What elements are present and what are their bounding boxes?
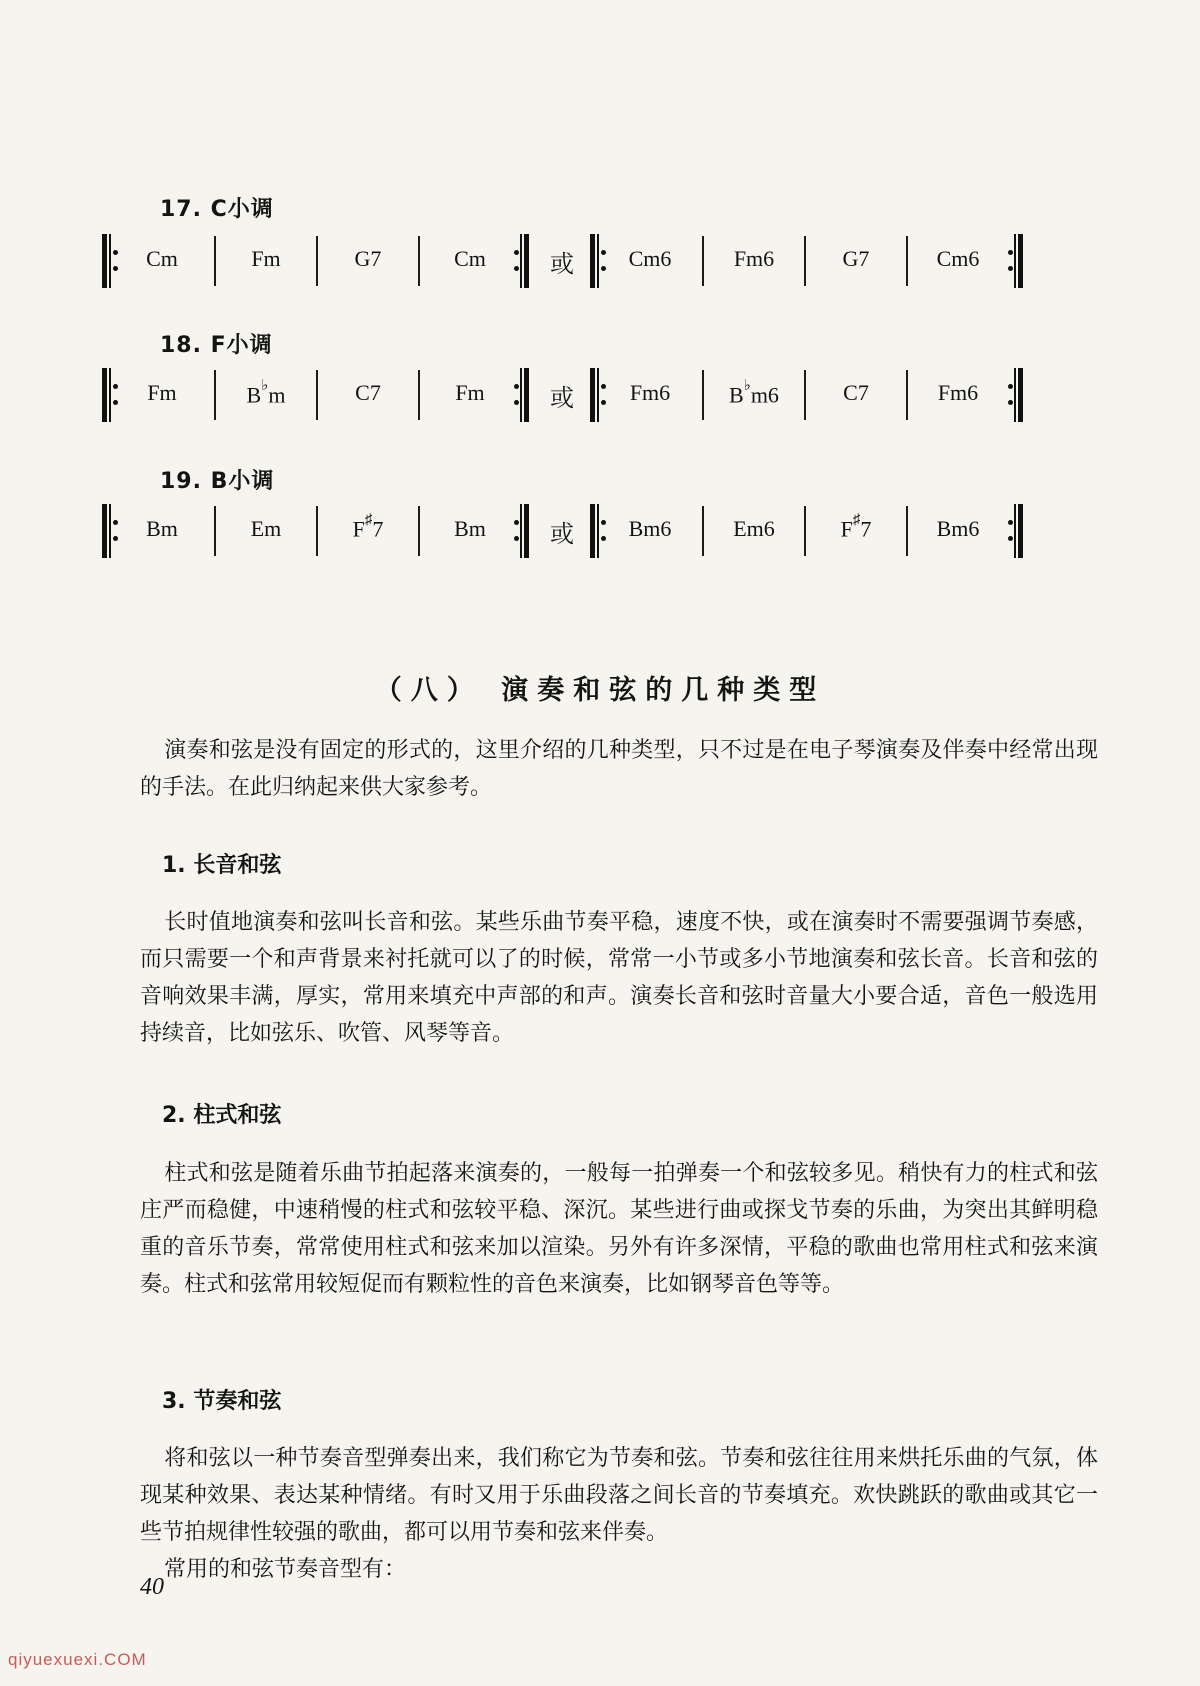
repeat-dot [1008,520,1013,525]
thin-barline [520,234,522,288]
page-number: 40 [140,1574,164,1600]
thick-barline [102,368,107,422]
thick-barline [590,234,595,288]
chord-label: C7 [843,380,869,405]
thin-barline [109,504,111,558]
chord-label: Cm6 [936,246,980,271]
chord-row [110,366,1120,426]
subsection-body [140,904,1098,1052]
repeat-dot [1008,266,1013,271]
section-heading: （八） 演奏和弦的几种类型 [374,675,826,706]
intro-paragraph [140,732,1098,806]
repeat-end-sign [1008,504,1024,558]
or-label: 或 [550,384,574,412]
body-extra-text: 常用的和弦节奏音型有： [164,1557,407,1582]
subsection-title: 2. 柱式和弦 [162,1103,282,1128]
chord-label: C7 [355,380,381,405]
thick-barline [1018,368,1023,422]
thin-barline [1014,368,1016,422]
chord-label: Bm [454,516,486,541]
chord-label: Em [250,516,282,541]
thick-barline [590,504,595,558]
body-text: 长时值地演奏和弦叫长音和弦。某些乐曲节奏平稳，速度不快，或在演奏时不需要强调节奏感，而只需要一个和声背景来衬托就可以了的时候，常常一小节或多小节地演奏和弦长音。长音和弦的音响效果丰满，厚实，常用来填充中声部的和声。演奏长音和弦时音量大小要合适，音色一般选用持续音，比如弦乐、吹管、风琴等音。 [140,910,1098,1046]
progression-title: 19. B小调 [160,469,275,494]
chord-label: B♭m6 [729,378,779,408]
body-text: 将和弦以一种节奏音型弹奏出来，我们称它为节奏和弦。节奏和弦往往用来烘托乐曲的气氛，体现某种效果、表达某种情绪。有时又用于乐曲段落之间长音的节奏填充。欢快跳跃的歌曲或其它一些节拍规律性较强的歌曲，都可以用节奏和弦来伴奏。 [140,1446,1098,1545]
thin-barline [520,504,522,558]
repeat-dot [1008,536,1013,541]
thick-barline [1018,234,1023,288]
subsection-body [140,1155,1098,1303]
chord-label: Fm6 [733,246,775,271]
intro-text: 演奏和弦是没有固定的形式的，这里介绍的几种类型，只不过是在电子琴演奏及伴奏中经常出现的手法。在此归纳起来供大家参考。 [140,738,1098,800]
repeat-end-sign [514,504,530,558]
chord-label: Em6 [733,516,775,541]
thin-barline [1014,504,1016,558]
repeat-end-sign [1008,234,1024,288]
chord-label: Cm [146,246,178,271]
repeat-dot [514,536,519,541]
chord-row [110,502,1120,562]
subsection-title: 3. 节奏和弦 [162,1389,282,1414]
sharp-sign: ♯ [364,512,373,528]
thick-barline [524,234,529,288]
chord-label: F♯7 [352,512,384,542]
chord-label: G7 [842,246,870,271]
body-text: 柱式和弦是随着乐曲节拍起落来演奏的，一般每一拍弹奏一个和弦较多见。稍快有力的柱式和弦庄严而稳健，中速稍慢的柱式和弦较平稳、深沉。某些进行曲或探戈节奏的乐曲，为突出其鲜明稳重的音乐节奏，常常使用柱式和弦来加以渲染。另外有许多深情，平稳的歌曲也常用柱式和弦来演奏。柱式和弦常用较短促而有颗粒性的音色来演奏，比如钢琴音色等等。 [140,1161,1098,1297]
chord-label: Fm [147,380,177,405]
chord-label: Bm6 [936,516,980,541]
thin-barline [1014,234,1016,288]
chord-label: Cm [454,246,486,271]
repeat-end-sign [1008,368,1024,422]
chord-label: Fm [455,380,485,405]
watermark: qiyuexuexi.COM [8,1650,147,1669]
chord-label: G7 [354,246,382,271]
thick-barline [102,234,107,288]
repeat-dot [514,520,519,525]
progression-title: 17. C小调 [160,197,274,222]
chord-label: Bm [146,516,178,541]
chord-label: B♭m [246,378,286,408]
chord-row [110,232,1120,292]
or-label: 或 [550,250,574,278]
flat-sign: ♭ [261,378,269,394]
thick-barline [524,368,529,422]
thick-barline [102,504,107,558]
chord-label: Fm6 [937,380,979,405]
thick-barline [590,368,595,422]
thin-barline [597,504,599,558]
chord-label: Fm6 [629,380,671,405]
repeat-dot [1008,250,1013,255]
thin-barline [520,368,522,422]
thin-barline [597,368,599,422]
thick-barline [524,504,529,558]
thin-barline [109,368,111,422]
thick-barline [1018,504,1023,558]
flat-sign: ♭ [743,378,751,394]
sharp-sign: ♯ [852,512,861,528]
repeat-dot [514,250,519,255]
thin-barline [597,234,599,288]
chord-label: Cm6 [628,246,672,271]
repeat-dot [1008,400,1013,405]
progression-title: 18. F小调 [160,333,273,358]
subsection-body [140,1440,1098,1588]
chord-label: Bm6 [628,516,672,541]
repeat-dot [514,400,519,405]
repeat-end-sign [514,368,530,422]
repeat-dot [1008,384,1013,389]
or-label: 或 [550,520,574,548]
repeat-end-sign [514,234,530,288]
chord-label: F♯7 [840,512,872,542]
subsection-title: 1. 长音和弦 [162,853,282,878]
thin-barline [109,234,111,288]
chord-label: Fm [251,246,281,271]
repeat-dot [514,384,519,389]
repeat-dot [514,266,519,271]
